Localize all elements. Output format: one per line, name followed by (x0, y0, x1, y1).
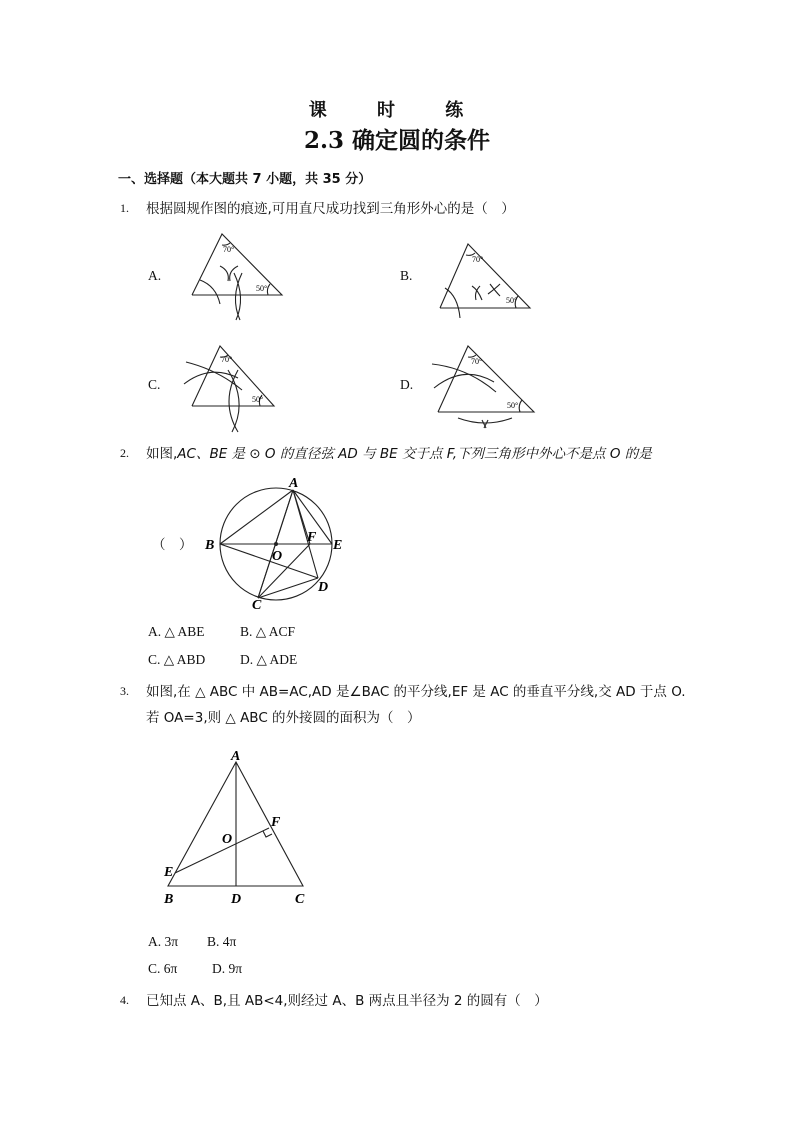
q1-figure-d (430, 342, 545, 432)
q1-option-a-label: A. (148, 268, 162, 283)
q1b-angle-right: 50° (506, 296, 518, 305)
question-1-text: 根据圆规作图的痕迹,可用直尺成功找到三角形外心的是（ ） (146, 201, 515, 217)
q1b-angle-top: 70° (472, 255, 484, 264)
q3-label-b: B (164, 892, 174, 907)
q3-option-a: A. 3π (148, 934, 179, 949)
q1-figure-b (430, 238, 545, 323)
q1-option-d-label: D. (400, 377, 414, 392)
question-2-number: 2. (120, 446, 129, 460)
q2-option-b: B. △ ACF (240, 624, 296, 639)
q1a-angle-right: 50° (256, 284, 268, 293)
q3-option-d: D. 9π (212, 961, 243, 976)
q3-option-b: B. 4π (207, 934, 237, 949)
q3-label-c: C (295, 892, 305, 907)
question-2-main: AC、BE 是 ⊙ O 的直径弦 AD 与 BE 交于点 F,下列三角形中外心不是点 O 的是 (177, 446, 652, 462)
worksheet-title: 课 时 练 (308, 100, 486, 121)
q2-circle-figure (198, 470, 358, 615)
q3-label-e: E (164, 865, 174, 880)
q3-label-a: A (231, 749, 241, 764)
q2-center-point (274, 542, 278, 546)
q1-figure-a (180, 228, 290, 323)
q1-option-b-label: B. (400, 268, 413, 283)
q1a-angle-top: 70° (223, 245, 235, 254)
q2-label-d: D (318, 580, 329, 595)
q1d-angle-right: 50° (507, 401, 519, 410)
q2-option-a: A. △ ABE (148, 624, 205, 639)
q1d-angle-top: 70° (471, 357, 483, 366)
q1-figure-c (180, 342, 290, 437)
q2-option-c: C. △ ABD (148, 652, 206, 667)
q2-label-b: B (205, 538, 215, 553)
question-4-number: 4. (120, 993, 129, 1007)
lesson-title: 2.3 确定圆的条件 (303, 127, 491, 154)
q3-option-c: C. 6π (148, 961, 178, 976)
question-2-text (146, 442, 652, 462)
q2-label-o: O (272, 549, 283, 564)
question-3-line-2: 若 OA=3,则 △ ABC 的外接圆的面积为（ ） (146, 710, 421, 726)
q3-label-d: D (231, 892, 242, 907)
question-1-number: 1. (120, 201, 129, 215)
q2-label-f: F (307, 530, 317, 545)
q1c-angle-top: 70° (221, 355, 233, 364)
question-2-prefix: 如图, (146, 446, 178, 462)
q3-label-f: F (271, 815, 281, 830)
question-2-answer-paren: （ ） (152, 537, 193, 553)
q3-triangle-figure (155, 745, 320, 910)
q2-label-a: A (289, 476, 299, 491)
section-heading: 一、选择题（本大题共 7 小题，共 35 分） (118, 172, 372, 187)
q2-label-c: C (252, 598, 262, 613)
q1-option-c-label: C. (148, 377, 161, 392)
q2-option-d: D. △ ADE (240, 652, 298, 667)
q1c-angle-right: 50° (252, 395, 264, 404)
q2-label-e: E (333, 538, 343, 553)
q3-label-o: O (222, 832, 233, 847)
question-3-number: 3. (120, 684, 129, 698)
question-3-line-1: 如图,在 △ ABC 中 AB=AC,AD 是∠BAC 的平分线,EF 是 AC 的垂直平分线,交 AD 于点 O. (146, 684, 686, 700)
question-4-text: 已知点 A、B,且 AB<4,则经过 A、B 两点且半径为 2 的圆有（ ） (146, 993, 548, 1009)
